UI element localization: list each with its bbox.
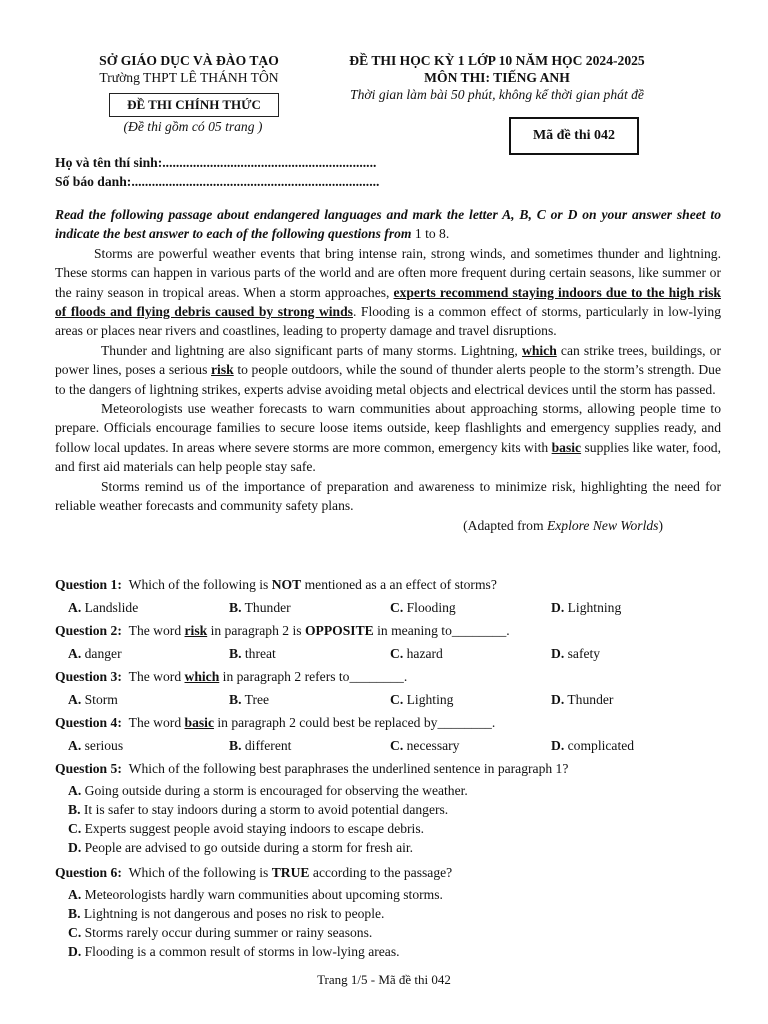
option-d[interactable]: D. Flooding is a common result of storms in low-lying areas. — [68, 944, 400, 959]
header-right — [327, 52, 667, 103]
passage-source — [55, 516, 721, 535]
p2-word-which: which — [522, 342, 557, 358]
question-6 — [55, 863, 735, 961]
question-label: Question 4: — [55, 715, 122, 730]
source-title: Explore New Worlds — [546, 517, 659, 533]
option-a[interactable]: A. danger — [68, 646, 122, 661]
student-name-field — [55, 155, 376, 171]
option-d[interactable]: D. safety — [551, 646, 601, 661]
option-c[interactable]: C. Lighting — [390, 692, 454, 707]
question-keyword: TRUE — [271, 865, 310, 880]
option-a[interactable]: A. Meteorologists hardly warn communities about upcoming storms. — [68, 887, 443, 902]
option-c[interactable]: C. necessary — [390, 738, 460, 753]
option-d[interactable]: D. complicated — [551, 738, 635, 753]
p1-underlined-sentence: experts recommend staying indoors due to the high risk of floods and flying debris caused by strong winds — [55, 284, 721, 320]
instruction-text: Read the following passage about endangered languages and mark the letter A, B, C or D on your answer sheet to indicate the best answer to each of the following questions from — [55, 207, 721, 242]
header-left — [55, 52, 323, 86]
instruction-range: 1 to 8 — [411, 226, 446, 242]
option-a[interactable]: A. Storm — [68, 692, 118, 707]
option-c[interactable]: C. Flooding — [390, 600, 456, 615]
option-d[interactable]: D. Lightning — [551, 600, 622, 615]
question-3 — [55, 667, 735, 709]
question-label: Question 5: — [55, 761, 122, 776]
instruction-end: . — [445, 226, 450, 242]
option-b[interactable]: B. Tree — [229, 692, 270, 707]
question-text: in paragraph 2 refers to________. — [219, 669, 408, 684]
p2-text-b: can strike trees, buildings, or power lines, poses a serious — [55, 342, 721, 378]
student-id-field — [55, 174, 379, 190]
p2-text-a: Thunder and lightning are also significant parts of many storms. Lightning, — [101, 342, 522, 358]
source-suffix: ) — [658, 517, 663, 533]
question-label: Question 3: — [55, 669, 122, 684]
exam-time-note: Thời gian làm bài 50 phút, không kể thời gian phát đề — [350, 87, 644, 102]
question-label: Question 2: — [55, 623, 122, 638]
exam-title: ĐỀ THI HỌC KỲ 1 LỚP 10 NĂM HỌC 2024-2025 — [349, 53, 645, 68]
option-a[interactable]: A. Landslide — [68, 600, 139, 615]
question-2 — [55, 621, 735, 663]
question-5 — [55, 759, 735, 857]
option-d[interactable]: D. Thunder — [551, 692, 614, 707]
reading-passage — [55, 205, 721, 535]
option-a[interactable]: A. serious — [68, 738, 124, 753]
p3-text-b: supplies like water, food, and first aid materials can help people stay safe. — [55, 439, 721, 475]
student-id-label: Số báo danh: — [55, 174, 132, 189]
question-text: Which of the following is — [128, 577, 272, 592]
source-prefix: (Adapted from — [463, 517, 547, 533]
question-keyword: OPPOSITE — [304, 623, 374, 638]
student-id-dots: ......................................................................... — [131, 174, 380, 189]
question-4 — [55, 713, 735, 755]
official-exam-box: ĐỀ THI CHÍNH THỨC — [109, 93, 279, 117]
exam-code-box: Mã đề thi 042 — [509, 117, 639, 155]
question-word: which — [184, 669, 220, 684]
question-text: Which of the following is — [128, 865, 272, 880]
instruction — [55, 205, 721, 244]
question-1 — [55, 575, 735, 617]
question-text: according to the passage? — [309, 865, 453, 880]
school-name: Trường THPT LÊ THÁNH TÔN — [99, 70, 279, 85]
question-text: The word — [128, 715, 185, 730]
question-label: Question 6: — [55, 865, 122, 880]
p2-text-c: to people outdoors, while the sound of thunder alerts people to the storm’s strength. Due to the dangers of lightning strikes, experts advise avoiding metal objects and electrical devices until the storm has passed. — [55, 362, 721, 397]
paragraph-3 — [55, 399, 721, 477]
option-c[interactable]: C. Experts suggest people avoid staying indoors to escape debris. — [68, 821, 425, 836]
exam-subject: MÔN THI: TIẾNG ANH — [424, 70, 570, 85]
option-b[interactable]: B. It is safer to stay indoors during a storm to avoid potential dangers. — [68, 802, 449, 817]
page-footer: Trang 1/5 - Mã đề thi 042 — [317, 972, 451, 987]
question-text: The word — [128, 623, 185, 638]
question-text: Which of the following best paraphrases the underlined sentence in paragraph 1? — [128, 761, 569, 776]
option-b[interactable]: B. Lightning is not dangerous and poses no risk to people. — [68, 906, 385, 921]
paragraph-4: Storms remind us of the importance of preparation and awareness to minimize risk, highlighting the need for reliable weather forecasts and community safety plans. — [55, 478, 721, 514]
p2-word-risk: risk — [211, 362, 234, 378]
student-name-label: Họ và tên thí sinh: — [55, 155, 163, 170]
department-name: SỞ GIÁO DỤC VÀ ĐÀO TẠO — [99, 53, 279, 68]
question-text: The word — [128, 669, 185, 684]
option-c[interactable]: C. Storms rarely occur during summer or rainy seasons. — [68, 925, 373, 940]
question-word: basic — [184, 715, 214, 730]
paragraph-1 — [55, 244, 721, 341]
question-keyword: NOT — [271, 577, 302, 592]
option-b[interactable]: B. threat — [229, 646, 276, 661]
student-name-dots: ............................................................... — [162, 155, 377, 170]
question-text: mentioned as a an effect of storms? — [301, 577, 497, 592]
option-b[interactable]: B. different — [229, 738, 292, 753]
paragraph-2 — [55, 341, 721, 399]
option-a[interactable]: A. Going outside during a storm is encouraged for observing the weather. — [68, 783, 468, 798]
pages-note: (Đề thi gồm có 05 trang ) — [123, 119, 263, 134]
question-word: risk — [184, 623, 208, 638]
option-b[interactable]: B. Thunder — [229, 600, 291, 615]
question-text: in meaning to________. — [373, 623, 510, 638]
option-d[interactable]: D. People are advised to go outside during a storm for fresh air. — [68, 840, 414, 855]
p3-word-basic: basic — [551, 439, 582, 455]
question-label: Question 1: — [55, 577, 122, 592]
p1-text-b: . Flooding is a common effect of storms, particularly in low-lying areas or places near rivers and coastlines, leading to property damage and travel disruptions. — [55, 304, 721, 339]
option-c[interactable]: C. hazard — [390, 646, 443, 661]
question-text: in paragraph 2 could best be replaced by________. — [213, 715, 496, 730]
question-text: in paragraph 2 is — [207, 623, 305, 638]
p1-text-a: Storms are powerful weather events that bring intense rain, strong winds, and sometimes thunder and lightning. These storms can happen in various parts of the world and are often more frequent during certain seasons, like summer or the rainy season in tropical areas. When a storm approaches, — [55, 245, 721, 300]
p3-text-a: Meteorologists use weather forecasts to warn communities about approaching storms, allowing people time to prepare. Officials encourage families to secure loose items outside, keep flashlights and emergency supplies ready, and follow local updates. In areas where severe storms are more common, emergency kits with — [55, 401, 721, 455]
